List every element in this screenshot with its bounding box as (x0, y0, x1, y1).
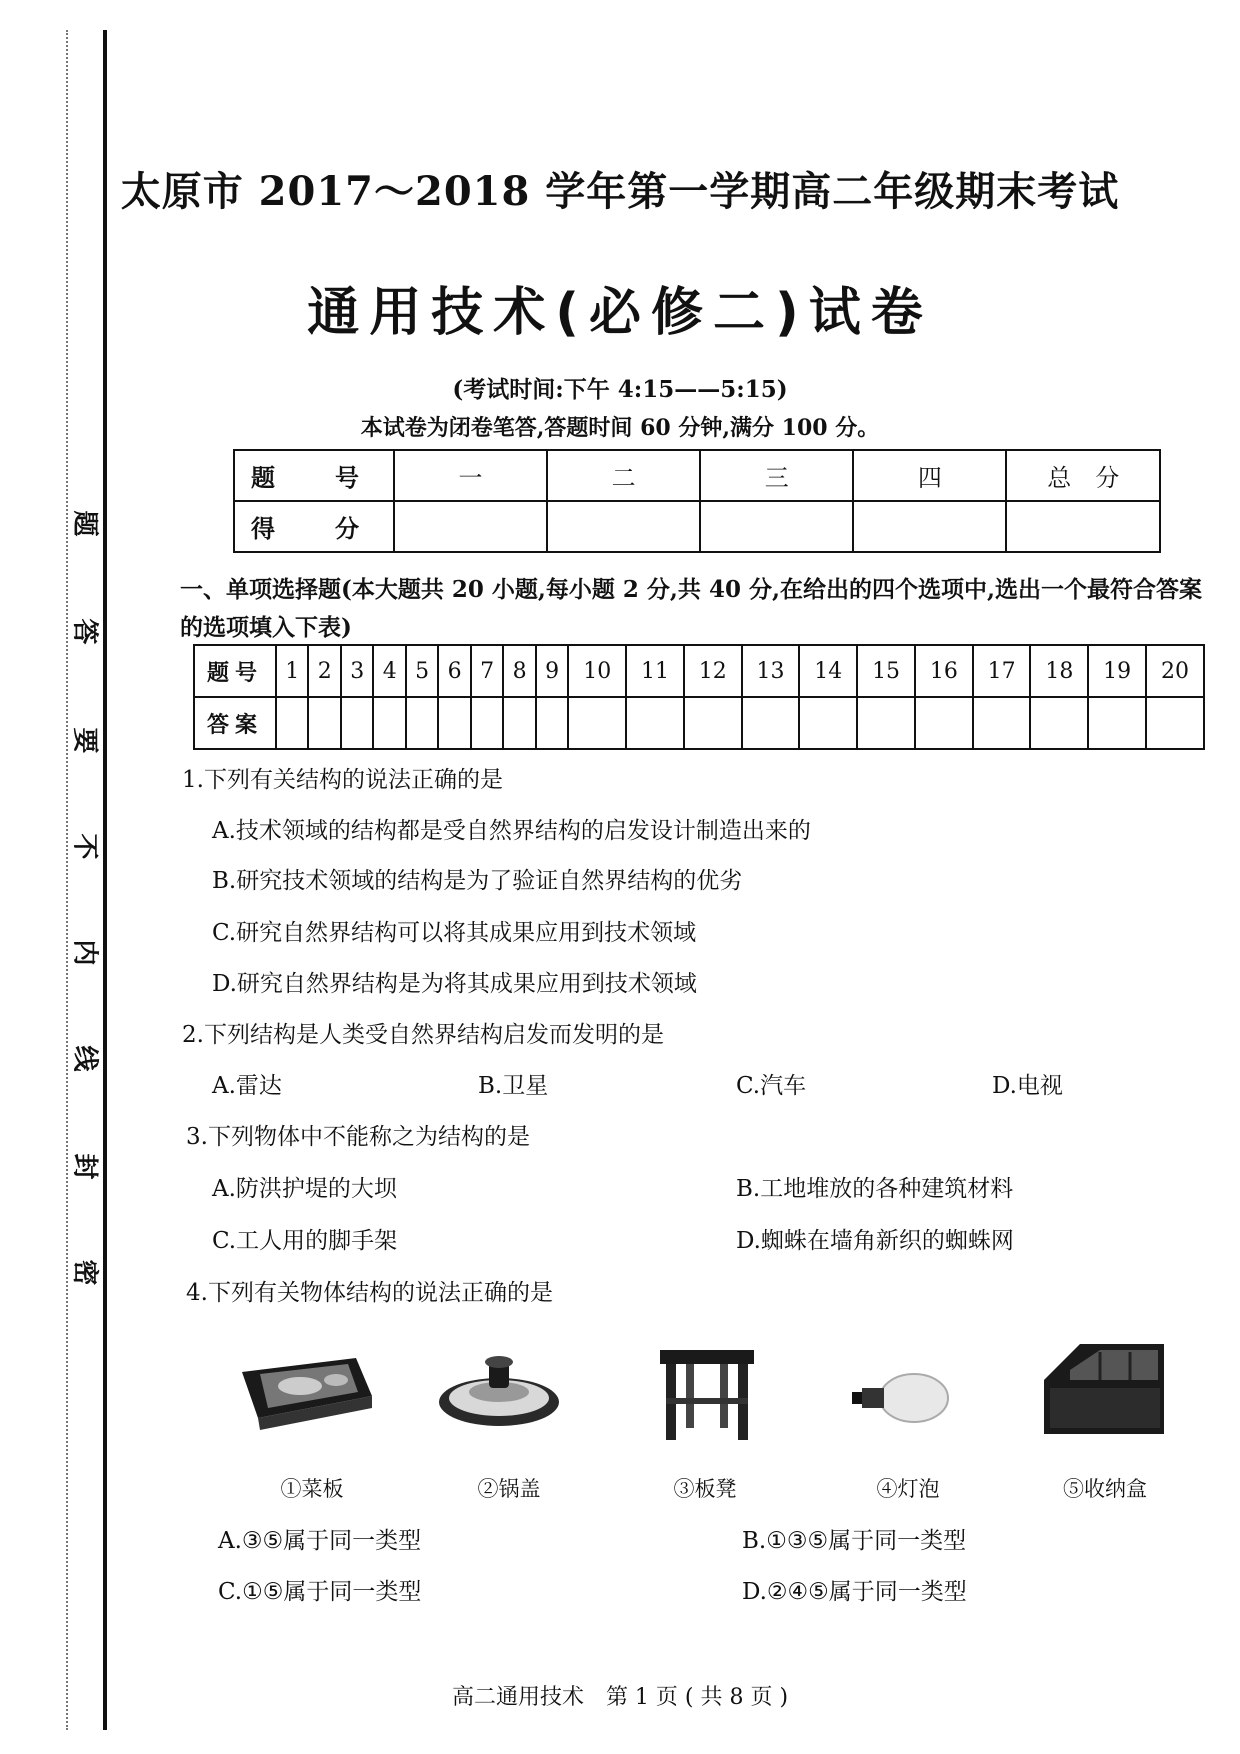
question-number-cell: 18 (1030, 645, 1088, 697)
answer-cell[interactable] (626, 697, 684, 749)
question-number-cell: 7 (471, 645, 503, 697)
option: A.③⑤属于同一类型 (218, 1528, 422, 1554)
option: D.电视 (992, 1073, 1063, 1099)
answer-cell[interactable] (1146, 697, 1204, 749)
answer-cell[interactable] (341, 697, 373, 749)
question-number-cell: 15 (857, 645, 915, 697)
score-col-1: 一 (394, 450, 547, 501)
score-row-label: 得 分 (234, 501, 394, 552)
image-caption: ①菜板 (280, 1477, 344, 1501)
question-stem: 4.下列有关物体结构的说法正确的是 (186, 1280, 553, 1306)
image-caption: ④灯泡 (876, 1477, 940, 1501)
seal-char: 要 (69, 727, 100, 754)
question-stem: 1.下列有关结构的说法正确的是 (182, 767, 503, 793)
option: A.雷达 (212, 1073, 282, 1099)
section-heading: 一、单项选择题(本大题共 20 小题,每小题 2 分,共 40 分,在给出的四个选项中,选出一个最符合答案的选项填入下表) (180, 576, 1202, 641)
score-col-4: 四 (853, 450, 1006, 501)
question-number-cell: 2 (308, 645, 340, 697)
image-caption: ⑤收纳盒 (1063, 1477, 1147, 1501)
question-number-cell: 19 (1088, 645, 1146, 697)
option: D.蜘蛛在墙角新织的蜘蛛网 (736, 1228, 1014, 1254)
answer-cell[interactable] (684, 697, 742, 749)
image-caption: ③板凳 (673, 1477, 737, 1501)
answer-cell[interactable] (915, 697, 973, 749)
subject-title: 通用技术(必修二)试卷 (307, 283, 933, 343)
answer-cell[interactable] (568, 697, 626, 749)
seal-char: 内 (69, 939, 100, 966)
answer-cell[interactable] (503, 697, 535, 749)
answer-table (193, 644, 1205, 750)
answer-cell[interactable] (973, 697, 1031, 749)
answer-cell[interactable] (471, 697, 503, 749)
question-number-cell: 17 (973, 645, 1031, 697)
answer-cell[interactable] (406, 697, 438, 749)
question-stem: 2.下列结构是人类受自然界结构启发而发明的是 (182, 1022, 664, 1048)
option: A.技术领域的结构都是受自然界结构的启发设计制造出来的 (212, 818, 811, 844)
option: B.卫星 (478, 1073, 549, 1099)
score-table (233, 449, 1161, 553)
seal-char: 不 (69, 833, 100, 860)
answer-cell[interactable] (438, 697, 470, 749)
seal-char: 题 (69, 510, 100, 537)
answer-cell[interactable] (308, 697, 340, 749)
answer-cell[interactable] (373, 697, 405, 749)
question-number-cell: 8 (503, 645, 535, 697)
answer-cell[interactable] (799, 697, 857, 749)
question-number-cell: 13 (742, 645, 800, 697)
option: B.工地堆放的各种建筑材料 (736, 1176, 1014, 1202)
score-col-total: 总 分 (1006, 450, 1160, 501)
seal-char: 封 (69, 1153, 100, 1180)
light-bulb-image (848, 1360, 958, 1440)
answer-cell[interactable] (1088, 697, 1146, 749)
answer-cell[interactable] (536, 697, 568, 749)
exam-time: (考试时间:下午 4:15——5:15) (452, 376, 788, 403)
option: C.①⑤属于同一类型 (218, 1579, 422, 1605)
question-number-cell: 11 (626, 645, 684, 697)
cutting-board-image (238, 1352, 376, 1432)
pot-lid-image (434, 1340, 564, 1436)
answer-cell[interactable] (742, 697, 800, 749)
seal-char: 线 (69, 1045, 100, 1072)
answer-cell[interactable] (857, 697, 915, 749)
score-cell[interactable] (1006, 501, 1160, 552)
answer-cell[interactable] (276, 697, 308, 749)
score-col-2: 二 (547, 450, 700, 501)
question-number-cell: 20 (1146, 645, 1204, 697)
question-number-cell: 3 (341, 645, 373, 697)
score-cell[interactable] (394, 501, 547, 552)
seal-char: 密 (69, 1259, 100, 1286)
score-col-3: 三 (700, 450, 853, 501)
question-number-cell: 12 (684, 645, 742, 697)
score-cell[interactable] (700, 501, 853, 552)
answer-cell[interactable] (1030, 697, 1088, 749)
option: B.研究技术领域的结构是为了验证自然界结构的优劣 (212, 868, 743, 894)
option: B.①③⑤属于同一类型 (742, 1528, 967, 1554)
question-stem: 3.下列物体中不能称之为结构的是 (186, 1124, 530, 1150)
question-number-cell: 14 (799, 645, 857, 697)
storage-box-image (1040, 1340, 1168, 1440)
question-number-cell: 9 (536, 645, 568, 697)
question-number-cell: 16 (915, 645, 973, 697)
bench-image (652, 1340, 762, 1444)
question-number-cell: 5 (406, 645, 438, 697)
option: D.研究自然界结构是为将其成果应用到技术领域 (212, 971, 697, 997)
option: D.②④⑤属于同一类型 (742, 1579, 967, 1605)
seal-char: 答 (69, 618, 100, 645)
score-cell[interactable] (547, 501, 700, 552)
answer-row-label: 题号 (194, 645, 276, 697)
option: A.防洪护堤的大坝 (212, 1176, 397, 1202)
question-number-cell: 4 (373, 645, 405, 697)
answer-row-label: 答案 (194, 697, 276, 749)
question-number-cell: 1 (276, 645, 308, 697)
score-header-label: 题 号 (234, 450, 394, 501)
page-footer: 高二通用技术 第 1 页 ( 共 8 页 ) (451, 1685, 789, 1710)
option: C.工人用的脚手架 (212, 1228, 398, 1254)
question-number-cell: 10 (568, 645, 626, 697)
question-number-cell: 6 (438, 645, 470, 697)
image-caption: ②锅盖 (477, 1477, 541, 1501)
option: C.汽车 (736, 1073, 807, 1099)
option: C.研究自然界结构可以将其成果应用到技术领域 (212, 920, 697, 946)
score-cell[interactable] (853, 501, 1006, 552)
exam-instructions: 本试卷为闭卷笔答,答题时间 60 分钟,满分 100 分。 (360, 415, 880, 441)
exam-title: 太原市 2017～2018 学年第一学期高二年级期末考试 (120, 168, 1120, 215)
